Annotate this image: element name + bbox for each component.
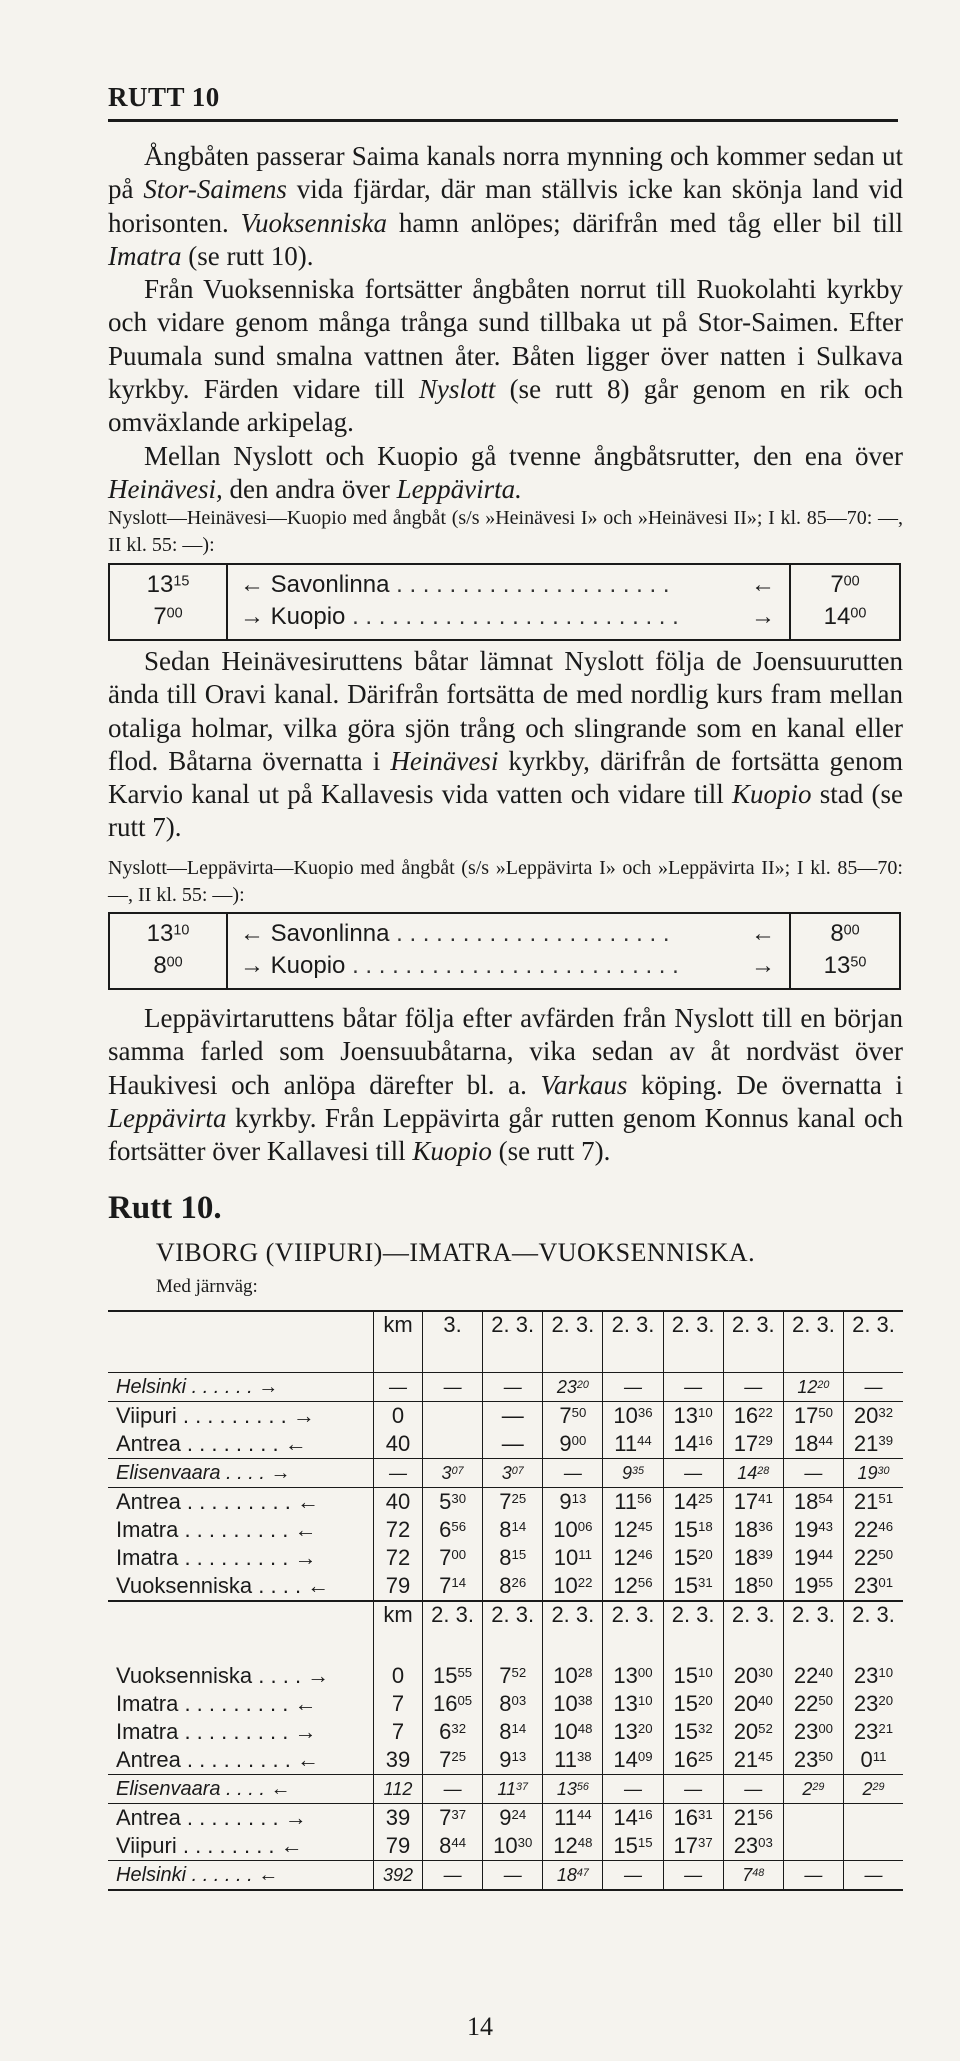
timetable-header-cell bbox=[108, 1311, 374, 1373]
paragraph-3: Mellan Nyslott och Kuopio gå tvenne ångbåtsrutter, den ena över Heinävesi, den andra över Leppävirta. bbox=[108, 441, 903, 505]
timetable-cell: $12^{45}$ bbox=[603, 1516, 663, 1544]
route-note-heinavesi: Nyslott—Heinävesi—Kuopio med ångbåt (s/s »Heinävesi I» och »Heinävesi II»; I kl. 85—70: —, II kl. 55: —): bbox=[108, 507, 903, 556]
timetable-cell: $19^{43}$ bbox=[783, 1516, 843, 1544]
schedule-station-from: ← Savonlinna . . . . . . . . . . . . . . . . . . . . . ← bbox=[240, 920, 775, 947]
timetable-cell: $3^{07}$ bbox=[483, 1459, 543, 1488]
timetable-header-cell: 2. 3. bbox=[663, 1601, 723, 1662]
timetable-row bbox=[108, 1459, 903, 1488]
timetable-cell: $14^{16}$ bbox=[603, 1804, 663, 1833]
timetable-cell: $12^{48}$ bbox=[543, 1832, 603, 1861]
timetable-cell: $9^{00}$ bbox=[543, 1430, 603, 1459]
timetable-cell: $23^{20}$ bbox=[843, 1690, 903, 1718]
timetable-cell: — bbox=[483, 1861, 543, 1891]
paragraph-2: Från Vuoksenniska fortsätter ångbåten norrut till Ruokolahti kyrkby och vidare genom många trånga sund tillbaka ut på Stor-Saimen. Efter Puumala sund smalna vattnen åter. Båten ligger över natten i Sulkava kyrkby. Färden vidare till Nyslott (se rutt 8) går genom en rik och omväxlande arkipelag. bbox=[108, 274, 904, 438]
paragraph-1: Ångbåten passerar Saima kanals norra mynning och kommer sedan ut på Stor-Saimens vida fjärdar, där man ställvis icke kan skönja land vid horisonten. Vuoksenniska hamn anlöpes; därifrån med tåg eller bil till Imatra (se rutt 10). bbox=[108, 141, 904, 271]
timetable-cell: $19^{55}$ bbox=[783, 1572, 843, 1601]
timetable-cell: $23^{01}$ bbox=[843, 1572, 903, 1601]
station-cell: Antrea . . . . . . . . . ← bbox=[116, 1747, 319, 1772]
timetable-cell: $14^{09}$ bbox=[603, 1746, 663, 1775]
station-cell: Imatra . . . . . . . . . ← bbox=[116, 1517, 317, 1542]
timetable-cell: 0 bbox=[374, 1662, 423, 1690]
timetable-cell: $16^{25}$ bbox=[663, 1746, 723, 1775]
route-note-leppavirta: Nyslott—Leppävirta—Kuopio med ångbåt (s/s »Leppävirta I» och »Leppävirta II»; I kl. 85—70: —, II kl. 55: —): bbox=[108, 857, 903, 906]
timetable-row bbox=[108, 1572, 903, 1601]
timetable-header-cell: km bbox=[374, 1311, 423, 1373]
timetable-cell: — bbox=[663, 1459, 723, 1488]
timetable-header-cell: 2. 3. bbox=[843, 1601, 903, 1662]
timetable-row bbox=[108, 1402, 903, 1431]
section-title: Rutt 10. bbox=[108, 1190, 222, 1226]
schedule-station-to: → Kuopio . . . . . . . . . . . . . . . . . . . . . . . . . → bbox=[240, 952, 775, 979]
timetable-header-cell: 2. 3. bbox=[663, 1311, 723, 1373]
timetable-cell: $8^{14}$ bbox=[483, 1718, 543, 1746]
timetable-cell: $18^{36}$ bbox=[723, 1516, 783, 1544]
timetable-header-cell: 2. 3. bbox=[483, 1601, 543, 1662]
timetable-header-cell bbox=[108, 1601, 374, 1662]
timetable-cell: $22^{50}$ bbox=[783, 1690, 843, 1718]
station-cell: Elisenvaara . . . . → bbox=[108, 1459, 374, 1488]
timetable-cell: $10^{22}$ bbox=[543, 1572, 603, 1601]
timetable-cell: $11^{56}$ bbox=[603, 1488, 663, 1517]
timetable-header-cell: km bbox=[374, 1601, 423, 1662]
timetable-cell: — bbox=[603, 1373, 663, 1402]
schedule-station-to: → Kuopio . . . . . . . . . . . . . . . . . . . . . . . . . → bbox=[240, 603, 775, 630]
timetable-cell: $15^{31}$ bbox=[663, 1572, 723, 1601]
station-cell: Antrea . . . . . . . . ← bbox=[116, 1431, 307, 1456]
timetable-cell: $7^{52}$ bbox=[483, 1662, 543, 1690]
timetable-cell: 40 bbox=[374, 1430, 423, 1459]
timetable-header-cell: 2. 3. bbox=[783, 1311, 843, 1373]
timetable-cell: $8^{03}$ bbox=[483, 1690, 543, 1718]
timetable-cell: $10^{38}$ bbox=[543, 1690, 603, 1718]
timetable-cell: — bbox=[423, 1775, 483, 1804]
timetable-cell: — bbox=[723, 1373, 783, 1402]
timetable-row bbox=[108, 1861, 903, 1891]
timetable-cell: $15^{20}$ bbox=[663, 1690, 723, 1718]
timetable-cell: $22^{50}$ bbox=[843, 1544, 903, 1572]
timetable-header-cell: 2. 3. bbox=[543, 1601, 603, 1662]
timetable-cell: — bbox=[374, 1459, 423, 1488]
timetable-header-cell: 2. 3. bbox=[603, 1311, 663, 1373]
timetable-row bbox=[108, 1544, 903, 1572]
paragraph-5: Leppävirtaruttens båtar följa efter avfärden från Nyslott till en början samma farled som Joensuubåtarna, vika sedan av åt nordväst över Haukivesi och anlöpa därefter bl. a. Varkaus köping. De övernatta i Leppävirta kyrkby. Från Leppävirta går rutten genom Konnus kanal och fortsätter över Kallavesi till Kuopio (se rutt 7). bbox=[108, 1003, 904, 1167]
timetable-cell: $23^{20}$ bbox=[543, 1373, 603, 1402]
timetable-cell: — bbox=[843, 1373, 903, 1402]
timetable-cell: $21^{51}$ bbox=[843, 1488, 903, 1517]
timetable-header-cell: 2. 3. bbox=[723, 1601, 783, 1662]
timetable-cell: $15^{10}$ bbox=[663, 1662, 723, 1690]
timetable-cell: — bbox=[603, 1861, 663, 1891]
timetable-header-row bbox=[108, 1601, 903, 1662]
timetable-cell: $14^{28}$ bbox=[723, 1459, 783, 1488]
timetable-row bbox=[108, 1832, 903, 1861]
timetable-cell: 39 bbox=[374, 1746, 423, 1775]
timetable-cell: $11^{44}$ bbox=[543, 1804, 603, 1833]
timetable-cell: $13^{20}$ bbox=[603, 1718, 663, 1746]
timetable-header-cell: 2. 3. bbox=[543, 1311, 603, 1373]
timetable-header-cell: 2. 3. bbox=[783, 1601, 843, 1662]
timetable-cell: $10^{06}$ bbox=[543, 1516, 603, 1544]
station-cell: Viipuri . . . . . . . . ← bbox=[116, 1833, 303, 1858]
timetable-row bbox=[108, 1430, 903, 1459]
station-cell: Antrea . . . . . . . . . ← bbox=[116, 1489, 319, 1514]
timetable-cell: — bbox=[663, 1775, 723, 1804]
timetable-cell: 0 bbox=[374, 1402, 423, 1431]
timetable-cell: $23^{50}$ bbox=[783, 1746, 843, 1775]
timetable-cell: $12^{56}$ bbox=[603, 1572, 663, 1601]
timetable-cell: $10^{36}$ bbox=[603, 1402, 663, 1431]
timetable-cell: $22^{40}$ bbox=[783, 1662, 843, 1690]
timetable-cell: $6^{32}$ bbox=[423, 1718, 483, 1746]
timetable-cell: $20^{52}$ bbox=[723, 1718, 783, 1746]
timetable-cell: $13^{56}$ bbox=[543, 1775, 603, 1804]
timetable-cell: $9^{13}$ bbox=[543, 1488, 603, 1517]
timetable-cell: $7^{37}$ bbox=[423, 1804, 483, 1833]
timetable-cell: $15^{18}$ bbox=[663, 1516, 723, 1544]
timetable-header-cell: 2. 3. bbox=[843, 1311, 903, 1373]
timetable-cell: $12^{20}$ bbox=[783, 1373, 843, 1402]
timetable-cell: $16^{05}$ bbox=[423, 1690, 483, 1718]
timetable-cell: $17^{29}$ bbox=[723, 1430, 783, 1459]
timetable-cell: $23^{10}$ bbox=[843, 1662, 903, 1690]
station-cell: Vuoksenniska . . . . → bbox=[116, 1663, 330, 1688]
timetable-cell bbox=[783, 1804, 843, 1833]
timetable-header-row bbox=[108, 1311, 903, 1373]
timetable-cell: 7 bbox=[374, 1690, 423, 1718]
timetable-cell: $5^{30}$ bbox=[423, 1488, 483, 1517]
timetable-cell: $13^{10}$ bbox=[663, 1402, 723, 1431]
timetable-cell: 392 bbox=[374, 1861, 423, 1891]
timetable-cell: $8^{14}$ bbox=[483, 1516, 543, 1544]
page-number: 14 bbox=[467, 2012, 493, 2041]
timetable-cell: $12^{46}$ bbox=[603, 1544, 663, 1572]
schedule-station-from: ← Savonlinna . . . . . . . . . . . . . . . . . . . . . ← bbox=[240, 571, 775, 598]
timetable-cell: $20^{32}$ bbox=[843, 1402, 903, 1431]
timetable-cell: 72 bbox=[374, 1516, 423, 1544]
timetable-cell: $6^{56}$ bbox=[423, 1516, 483, 1544]
timetable-cell: $18^{47}$ bbox=[543, 1861, 603, 1891]
timetable-header-cell: 3. bbox=[423, 1311, 483, 1373]
timetable-cell: — bbox=[843, 1861, 903, 1891]
timetable-cell: — bbox=[374, 1373, 423, 1402]
timetable-cell: $23^{21}$ bbox=[843, 1718, 903, 1746]
timetable-cell: 40 bbox=[374, 1488, 423, 1517]
timetable-header-cell: 2. 3. bbox=[603, 1601, 663, 1662]
timetable-cell: $10^{28}$ bbox=[543, 1662, 603, 1690]
timetable-cell: $18^{39}$ bbox=[723, 1544, 783, 1572]
timetable-cell: $21^{45}$ bbox=[723, 1746, 783, 1775]
timetable-cell: — bbox=[483, 1402, 543, 1431]
schedule-heinavesi: $13^{15}$ $7^{00}$ ← Savonlinna . . . . . . . . . . . . . . . . . . . . . ← → Kuopio . . . . . . . . . . . . . . . . . . . . . . . . . → $7^{00}$ $14^{00}$ bbox=[108, 563, 901, 641]
timetable-row bbox=[108, 1718, 903, 1746]
running-header: RUTT 10 bbox=[108, 82, 898, 122]
station-cell: Imatra . . . . . . . . . → bbox=[116, 1719, 317, 1744]
timetable-cell: $8^{26}$ bbox=[483, 1572, 543, 1601]
timetable-cell: — bbox=[483, 1373, 543, 1402]
timetable-cell: $22^{46}$ bbox=[843, 1516, 903, 1544]
timetable-cell: $11^{44}$ bbox=[603, 1430, 663, 1459]
timetable-cell: — bbox=[483, 1430, 543, 1459]
timetable-cell: — bbox=[423, 1373, 483, 1402]
timetable-cell: $18^{50}$ bbox=[723, 1572, 783, 1601]
timetable-header-cell: 2. 3. bbox=[723, 1311, 783, 1373]
timetable-cell: $18^{44}$ bbox=[783, 1430, 843, 1459]
timetable-cell: $11^{38}$ bbox=[543, 1746, 603, 1775]
timetable-cell: $7^{48}$ bbox=[723, 1861, 783, 1891]
timetable-header-cell: 2. 3. bbox=[423, 1601, 483, 1662]
timetable-cell: 72 bbox=[374, 1544, 423, 1572]
timetable-row bbox=[108, 1804, 903, 1833]
timetable-cell: $7^{50}$ bbox=[543, 1402, 603, 1431]
timetable-cell: — bbox=[783, 1459, 843, 1488]
transport-mode-label: Med järnväg: bbox=[156, 1276, 258, 1297]
timetable-cell bbox=[783, 1832, 843, 1861]
timetable-cell: $23^{03}$ bbox=[723, 1832, 783, 1861]
timetable-cell: 79 bbox=[374, 1832, 423, 1861]
timetable-row bbox=[108, 1746, 903, 1775]
section-subtitle: VIBORG (VIIPURI)—IMATRA—VUOKSENNISKA. bbox=[156, 1238, 756, 1267]
timetable-cell: $20^{40}$ bbox=[723, 1690, 783, 1718]
timetable-cell: $15^{55}$ bbox=[423, 1662, 483, 1690]
station-cell: Imatra . . . . . . . . . → bbox=[116, 1545, 317, 1570]
timetable-cell: $17^{37}$ bbox=[663, 1832, 723, 1861]
timetable-cell: — bbox=[783, 1861, 843, 1891]
timetable-cell: $9^{24}$ bbox=[483, 1804, 543, 1833]
timetable-cell: — bbox=[663, 1861, 723, 1891]
timetable-cell: $19^{44}$ bbox=[783, 1544, 843, 1572]
timetable-header-cell: 2. 3. bbox=[483, 1311, 543, 1373]
timetable-cell: 39 bbox=[374, 1804, 423, 1833]
timetable-cell: $2^{29}$ bbox=[783, 1775, 843, 1804]
timetable-cell: $15^{20}$ bbox=[663, 1544, 723, 1572]
timetable-row bbox=[108, 1488, 903, 1517]
timetable-cell: $2^{29}$ bbox=[843, 1775, 903, 1804]
timetable-cell: $23^{00}$ bbox=[783, 1718, 843, 1746]
station-cell: Antrea . . . . . . . . → bbox=[116, 1805, 307, 1830]
timetable-cell: $7^{25}$ bbox=[423, 1746, 483, 1775]
station-cell: Elisenvaara . . . . ← bbox=[108, 1775, 374, 1804]
timetable-cell: $16^{31}$ bbox=[663, 1804, 723, 1833]
timetable-cell: $7^{25}$ bbox=[483, 1488, 543, 1517]
station-cell: Vuoksenniska . . . . ← bbox=[108, 1572, 374, 1601]
timetable-cell bbox=[843, 1832, 903, 1861]
timetable-cell: $9^{35}$ bbox=[603, 1459, 663, 1488]
timetable-row bbox=[108, 1690, 903, 1718]
timetable-cell: — bbox=[723, 1775, 783, 1804]
timetable-cell: $10^{11}$ bbox=[543, 1544, 603, 1572]
station-cell: Helsinki . . . . . . → bbox=[108, 1373, 374, 1402]
timetable-cell: $14^{16}$ bbox=[663, 1430, 723, 1459]
paragraph-4: Sedan Heinävesiruttens båtar lämnat Nyslott följa de Joensuurutten ända till Oravi kanal. Därifrån fortsätta de med nordlig kurs fram mellan otaliga holmar, vilka göra sjön trång och slingrande som en kanal eller flod. Båtarna övernatta i Heinävesi kyrkby, därifrån de fortsätta genom Karvio kanal ut på Kallavesis vida vatten och vidare till Kuopio stad (se rutt 7). bbox=[108, 646, 903, 843]
timetable-cell: $14^{25}$ bbox=[663, 1488, 723, 1517]
timetable-cell: 79 bbox=[374, 1572, 423, 1601]
timetable-cell: — bbox=[663, 1373, 723, 1402]
timetable-cell: $8^{15}$ bbox=[483, 1544, 543, 1572]
timetable-cell: $17^{41}$ bbox=[723, 1488, 783, 1517]
timetable-cell: $10^{48}$ bbox=[543, 1718, 603, 1746]
timetable-cell: 112 bbox=[374, 1775, 423, 1804]
timetable-row bbox=[108, 1373, 903, 1402]
station-cell: Helsinki . . . . . . ← bbox=[108, 1861, 374, 1891]
timetable-row bbox=[108, 1775, 903, 1804]
timetable-cell: $21^{56}$ bbox=[723, 1804, 783, 1833]
timetable-cell: $9^{13}$ bbox=[483, 1746, 543, 1775]
timetable-cell: $15^{15}$ bbox=[603, 1832, 663, 1861]
timetable-cell: $10^{30}$ bbox=[483, 1832, 543, 1861]
timetable-cell bbox=[423, 1430, 483, 1459]
timetable-row bbox=[108, 1516, 903, 1544]
schedule-leppavirta: $13^{10}$ $8^{00}$ ← Savonlinna . . . . . . . . . . . . . . . . . . . . . ← → Kuopio . . . . . . . . . . . . . . . . . . . . . . . . . → $8^{00}$ $13^{50}$ bbox=[108, 912, 901, 990]
timetable-cell: — bbox=[603, 1775, 663, 1804]
timetable-cell: $13^{10}$ bbox=[603, 1690, 663, 1718]
station-cell: Imatra . . . . . . . . . ← bbox=[116, 1691, 317, 1716]
timetable-cell: $13^{00}$ bbox=[603, 1662, 663, 1690]
timetable-cell bbox=[423, 1402, 483, 1431]
timetable-cell: $18^{54}$ bbox=[783, 1488, 843, 1517]
timetable-cell: 7 bbox=[374, 1718, 423, 1746]
timetable-cell: $19^{30}$ bbox=[843, 1459, 903, 1488]
timetable-cell: $0^{11}$ bbox=[843, 1746, 903, 1775]
station-cell: Viipuri . . . . . . . . . → bbox=[116, 1403, 315, 1428]
timetable-cell: $3^{07}$ bbox=[423, 1459, 483, 1488]
timetable-cell: $21^{39}$ bbox=[843, 1430, 903, 1459]
timetable-row bbox=[108, 1662, 903, 1690]
timetable-cell bbox=[843, 1804, 903, 1833]
timetable-cell: $16^{22}$ bbox=[723, 1402, 783, 1431]
timetable-cell: $15^{32}$ bbox=[663, 1718, 723, 1746]
timetable-cell: $17^{50}$ bbox=[783, 1402, 843, 1431]
timetable-cell: — bbox=[423, 1861, 483, 1891]
timetable-cell: $7^{00}$ bbox=[423, 1544, 483, 1572]
timetable-cell: — bbox=[543, 1459, 603, 1488]
timetable-cell: $8^{44}$ bbox=[423, 1832, 483, 1861]
timetable-cell: $7^{14}$ bbox=[423, 1572, 483, 1601]
timetable-cell: $11^{37}$ bbox=[483, 1775, 543, 1804]
timetable-cell: $20^{30}$ bbox=[723, 1662, 783, 1690]
railway-timetable bbox=[108, 1310, 903, 1891]
